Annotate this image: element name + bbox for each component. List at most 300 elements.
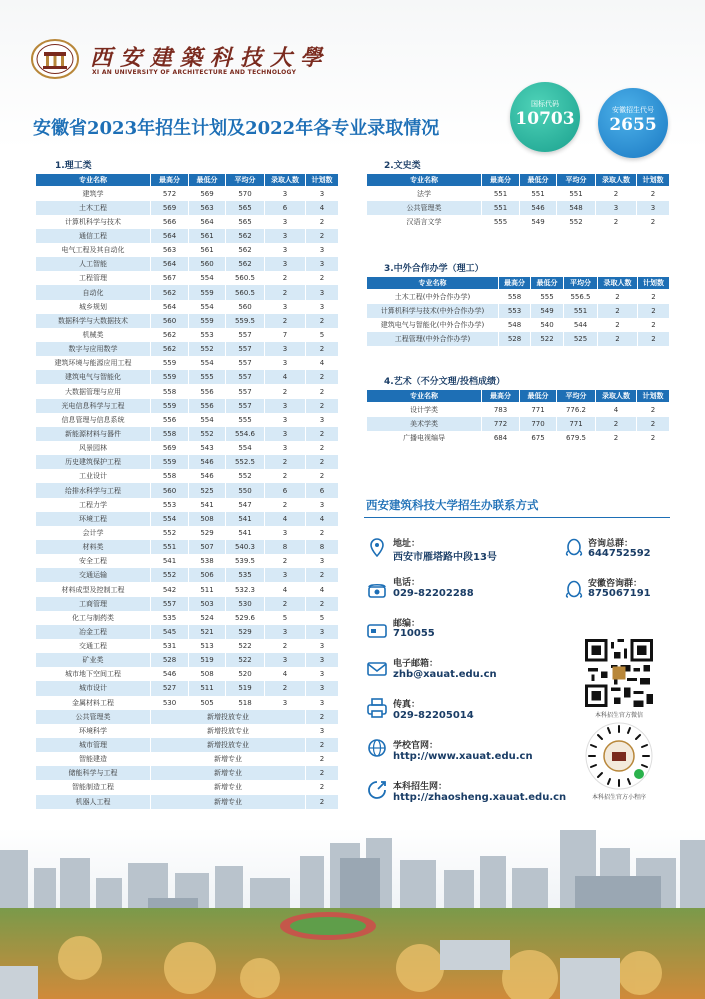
score-cell: 540.3 [226, 540, 265, 554]
major-name-cell: 工业设计 [36, 469, 151, 483]
major-name-cell: 汉语言文学 [367, 215, 482, 229]
liberal-arts-admission-table [366, 173, 670, 229]
score-cell: 531 [151, 639, 189, 653]
major-name-cell: 历史建筑保护工程 [36, 455, 151, 469]
score-cell: 560 [189, 257, 226, 271]
score-cell: 506 [189, 568, 226, 582]
score-cell: 560 [151, 483, 189, 497]
score-cell: 557 [226, 328, 265, 342]
anhui-code-badge [598, 88, 668, 158]
score-cell: 557 [151, 597, 189, 611]
score-cell: 522 [226, 653, 265, 667]
major-name-cell: 公共管理类 [36, 710, 151, 724]
score-cell: 2 [596, 215, 637, 229]
score-cell: 508 [189, 667, 226, 681]
section-title-liberal-arts: 2.文史类 [384, 161, 421, 171]
score-cell: 554 [151, 512, 189, 526]
score-cell: 2 [265, 384, 306, 398]
new-major-note-cell: 新增专业 [151, 766, 306, 780]
major-name-cell: 数字与应用数学 [36, 342, 151, 356]
score-cell: 555 [482, 215, 520, 229]
score-cell: 524 [189, 611, 226, 625]
column-header: 最低分 [189, 174, 226, 187]
major-name-cell: 城市设计 [36, 681, 151, 695]
major-name-cell: 自动化 [36, 285, 151, 299]
score-cell: 552 [189, 342, 226, 356]
score-cell: 3 [306, 257, 339, 271]
table-row [36, 427, 339, 441]
score-cell: 551 [151, 540, 189, 554]
major-name-cell: 金属材料工程 [36, 696, 151, 710]
qq-anhui-label: 安徽咨询群： [588, 579, 643, 589]
score-cell: 3 [265, 568, 306, 582]
national-code-badge [510, 82, 580, 152]
qq-main-value: 644752592 [588, 548, 651, 559]
university-name-en: XI AN UNIVERSITY OF ARCHITECTURE AND TECHNOLOGY [92, 69, 297, 76]
major-name-cell: 材料成型及控制工程 [36, 582, 151, 596]
score-cell: 2 [306, 370, 339, 384]
major-name-cell: 公共管理类 [367, 201, 482, 215]
score-cell: 6 [265, 201, 306, 215]
score-cell: 776.2 [557, 403, 596, 417]
column-header: 最高分 [482, 174, 520, 187]
globe-icon [366, 737, 388, 759]
score-cell: 3 [306, 724, 339, 738]
major-name-cell: 交通运输 [36, 568, 151, 582]
score-cell: 552 [189, 427, 226, 441]
score-cell: 2 [306, 215, 339, 229]
table-row [36, 738, 339, 752]
score-cell: 2 [598, 332, 638, 346]
score-cell: 555 [226, 413, 265, 427]
science-admission-table [35, 173, 339, 809]
score-cell: 2 [306, 526, 339, 540]
university-name-cn: 西安建築科技大學 [90, 45, 331, 71]
new-major-note-cell: 新增专业 [151, 780, 306, 794]
score-cell: 511 [189, 681, 226, 695]
score-cell: 5 [306, 328, 339, 342]
score-cell: 551 [520, 187, 557, 201]
score-cell: 546 [189, 455, 226, 469]
score-cell: 561 [189, 229, 226, 243]
major-name-cell: 人工智能 [36, 257, 151, 271]
score-cell: 5 [265, 611, 306, 625]
score-cell: 3 [306, 681, 339, 695]
joint-program-admission-table [366, 276, 670, 346]
score-cell: 4 [306, 201, 339, 215]
major-name-cell: 光电信息科学与工程 [36, 399, 151, 413]
score-cell: 556 [189, 384, 226, 398]
score-cell: 2 [306, 384, 339, 398]
score-cell: 2 [265, 285, 306, 299]
score-cell: 520 [226, 667, 265, 681]
score-cell: 3 [306, 639, 339, 653]
table-row [367, 417, 670, 431]
score-cell: 4 [265, 582, 306, 596]
score-cell: 559 [189, 314, 226, 328]
fax-label: 传真： [393, 700, 421, 710]
major-name-cell: 材料类 [36, 540, 151, 554]
anhui-code-label: 安徽招生代号 [612, 106, 654, 114]
campus-cityscape-photo [0, 828, 705, 999]
major-name-cell: 工程力学 [36, 498, 151, 512]
major-name-cell: 土木工程 [36, 201, 151, 215]
score-cell: 3 [265, 187, 306, 201]
website-link[interactable]: http://www.xauat.edu.cn [393, 751, 533, 762]
score-cell: 2 [598, 290, 638, 304]
score-cell: 548 [557, 201, 596, 215]
score-cell: 507 [189, 540, 226, 554]
score-cell: 3 [265, 526, 306, 540]
major-name-cell: 机械类 [36, 328, 151, 342]
score-cell: 552 [151, 526, 189, 540]
score-cell: 771 [557, 417, 596, 431]
score-cell: 551 [482, 187, 520, 201]
score-cell: 519 [226, 681, 265, 695]
score-cell: 4 [306, 356, 339, 370]
table-row [36, 455, 339, 469]
website-label: 学校官网： [393, 741, 439, 751]
score-cell: 522 [226, 639, 265, 653]
table-row [367, 187, 670, 201]
score-cell: 564 [189, 215, 226, 229]
score-cell: 3 [306, 498, 339, 512]
table-row [367, 431, 670, 445]
score-cell: 522 [531, 332, 564, 346]
score-cell: 525 [189, 483, 226, 497]
score-cell: 2 [306, 710, 339, 724]
score-cell: 556.5 [564, 290, 598, 304]
major-name-cell: 电气工程及其自动化 [36, 243, 151, 257]
table-row [36, 215, 339, 229]
score-cell: 2 [637, 431, 670, 445]
score-cell: 2 [306, 469, 339, 483]
score-cell: 770 [520, 417, 557, 431]
score-cell: 3 [265, 356, 306, 370]
score-cell: 561 [189, 243, 226, 257]
score-cell: 508 [189, 512, 226, 526]
score-cell: 4 [265, 370, 306, 384]
major-name-cell: 风景园林 [36, 441, 151, 455]
table-row [36, 384, 339, 398]
table-row [36, 441, 339, 455]
score-cell: 2 [265, 681, 306, 695]
phone-value[interactable]: 029-82202288 [393, 588, 474, 599]
major-name-cell: 安全工程 [36, 554, 151, 568]
score-cell: 559 [151, 370, 189, 384]
score-cell: 528 [499, 332, 531, 346]
table-row [36, 399, 339, 413]
table-row [36, 271, 339, 285]
score-cell: 547 [226, 498, 265, 512]
admission-site-icon [366, 779, 388, 801]
science-table-body [36, 187, 339, 809]
major-name-cell: 环境工程 [36, 512, 151, 526]
wechat-qr-code-icon[interactable] [585, 639, 653, 707]
score-cell: 6 [306, 483, 339, 497]
score-cell: 530 [151, 696, 189, 710]
score-cell: 3 [306, 300, 339, 314]
score-cell: 569 [189, 187, 226, 201]
table-row [36, 766, 339, 780]
mail-icon [366, 658, 388, 680]
score-cell: 540 [531, 318, 564, 332]
score-cell: 2 [638, 304, 670, 318]
score-cell: 551 [557, 187, 596, 201]
score-cell: 525 [564, 332, 598, 346]
score-cell: 554 [189, 271, 226, 285]
major-name-cell: 工商管理 [36, 597, 151, 611]
score-cell: 541 [226, 526, 265, 540]
table-row [36, 795, 339, 809]
qq-icon [563, 537, 585, 559]
score-cell: 564 [151, 229, 189, 243]
major-name-cell: 计算机科学与技术(中外合作办学) [367, 304, 499, 318]
new-major-note-cell: 新增投放专业 [151, 724, 306, 738]
score-cell: 2 [265, 498, 306, 512]
major-name-cell: 工程管理 [36, 271, 151, 285]
score-cell: 2 [306, 455, 339, 469]
joint-program-table-body [367, 290, 670, 346]
table-row [36, 582, 339, 596]
score-cell: 3 [306, 554, 339, 568]
score-cell: 532.3 [226, 582, 265, 596]
major-name-cell: 大数据管理与应用 [36, 384, 151, 398]
score-cell: 559 [151, 455, 189, 469]
table-row [36, 314, 339, 328]
table-row [36, 285, 339, 299]
score-cell: 3 [265, 342, 306, 356]
table-header-row [367, 390, 670, 403]
column-header: 计划数 [638, 277, 670, 290]
score-cell: 2 [638, 318, 670, 332]
table-row [36, 257, 339, 271]
score-cell: 562 [226, 229, 265, 243]
score-cell: 521 [189, 625, 226, 639]
score-cell: 557 [226, 370, 265, 384]
score-cell: 539.5 [226, 554, 265, 568]
telephone-icon [366, 579, 388, 601]
score-cell: 557 [226, 384, 265, 398]
postcode-icon [366, 620, 388, 642]
table-row [36, 498, 339, 512]
wechat-qr-caption: 本科招生官方微信 [594, 712, 643, 719]
score-cell: 3 [265, 441, 306, 455]
score-cell: 551 [564, 304, 598, 318]
column-header: 专业名称 [367, 390, 482, 403]
score-cell: 3 [306, 285, 339, 299]
column-header: 专业名称 [367, 277, 499, 290]
score-cell: 529 [189, 526, 226, 540]
table-row [36, 526, 339, 540]
score-cell: 558 [151, 427, 189, 441]
score-cell: 558 [151, 384, 189, 398]
score-cell: 2 [306, 229, 339, 243]
score-cell: 519 [189, 653, 226, 667]
art-table-body [367, 403, 670, 445]
score-cell: 560.5 [226, 271, 265, 285]
score-cell: 565 [226, 215, 265, 229]
table-row [36, 229, 339, 243]
score-cell: 562 [151, 342, 189, 356]
new-major-note-cell: 新增投放专业 [151, 710, 306, 724]
score-cell: 3 [306, 653, 339, 667]
contact-divider [364, 517, 670, 518]
table-row [36, 611, 339, 625]
score-cell: 562 [226, 257, 265, 271]
score-cell: 554 [189, 356, 226, 370]
major-name-cell: 建筑电气与智能化 [36, 370, 151, 384]
national-code-label: 国标代码 [531, 100, 559, 108]
score-cell: 3 [265, 229, 306, 243]
major-name-cell: 智能建造 [36, 752, 151, 766]
score-cell: 560 [226, 300, 265, 314]
score-cell: 3 [265, 215, 306, 229]
section-title-science: 1.理工类 [55, 161, 92, 171]
table-row [36, 300, 339, 314]
new-major-note-cell: 新增专业 [151, 752, 306, 766]
score-cell: 2 [265, 469, 306, 483]
score-cell: 556 [151, 413, 189, 427]
table-row [367, 201, 670, 215]
column-header: 专业名称 [367, 174, 482, 187]
score-cell: 546 [520, 201, 557, 215]
zip-value: 710055 [393, 628, 435, 639]
score-cell: 553 [189, 328, 226, 342]
column-header: 最低分 [520, 390, 557, 403]
table-row [36, 568, 339, 582]
score-cell: 4 [596, 403, 637, 417]
major-name-cell: 冶金工程 [36, 625, 151, 639]
table-row [36, 681, 339, 695]
zip-label: 邮编： [393, 619, 421, 629]
score-cell: 569 [151, 441, 189, 455]
score-cell: 4 [306, 512, 339, 526]
major-name-cell: 建筑电气与智能化(中外合作办学) [367, 318, 499, 332]
score-cell: 549 [520, 215, 557, 229]
score-cell: 2 [306, 766, 339, 780]
column-header: 最低分 [531, 277, 564, 290]
score-cell: 529.6 [226, 611, 265, 625]
score-cell: 783 [482, 403, 520, 417]
email-label: 电子邮箱： [393, 659, 439, 669]
major-name-cell: 广播电视编导 [367, 431, 482, 445]
qq-main-label: 咨询总群： [588, 539, 634, 549]
major-name-cell: 给排水科学与工程 [36, 483, 151, 497]
table-row [36, 512, 339, 526]
major-name-cell: 城乡规划 [36, 300, 151, 314]
score-cell: 565 [226, 201, 265, 215]
score-cell: 548 [499, 318, 531, 332]
table-row [36, 780, 339, 794]
score-cell: 2 [638, 290, 670, 304]
table-row [36, 201, 339, 215]
score-cell: 553 [499, 304, 531, 318]
score-cell: 8 [265, 540, 306, 554]
score-cell: 2 [265, 314, 306, 328]
table-row [36, 724, 339, 738]
table-row [36, 370, 339, 384]
score-cell: 684 [482, 431, 520, 445]
score-cell: 3 [265, 625, 306, 639]
column-header: 平均分 [564, 277, 598, 290]
score-cell: 3 [596, 201, 637, 215]
location-pin-icon [366, 537, 388, 559]
table-row [36, 469, 339, 483]
score-cell: 569 [151, 201, 189, 215]
major-name-cell: 城市管理 [36, 738, 151, 752]
score-cell: 562 [226, 243, 265, 257]
score-cell: 557 [226, 342, 265, 356]
admission-site-link[interactable]: http://zhaosheng.xauat.edu.cn [393, 792, 567, 803]
table-row [36, 413, 339, 427]
table-row [36, 187, 339, 201]
table-row [36, 696, 339, 710]
table-row [36, 752, 339, 766]
score-cell: 2 [306, 342, 339, 356]
score-cell: 2 [306, 568, 339, 582]
score-cell: 2 [306, 314, 339, 328]
column-header: 平均分 [226, 174, 265, 187]
score-cell: 2 [598, 304, 638, 318]
score-cell: 560.5 [226, 285, 265, 299]
score-cell: 2 [306, 399, 339, 413]
table-header-row [367, 277, 670, 290]
address-label: 地址： [393, 539, 421, 549]
score-cell: 542 [151, 582, 189, 596]
column-header: 最高分 [151, 174, 189, 187]
major-name-cell: 储能科学与工程 [36, 766, 151, 780]
mini-program-code-icon[interactable] [585, 722, 653, 790]
table-row [367, 318, 670, 332]
score-cell: 4 [265, 667, 306, 681]
qq-icon [563, 579, 585, 601]
score-cell: 3 [265, 696, 306, 710]
score-cell: 505 [189, 696, 226, 710]
major-name-cell: 数据科学与大数据技术 [36, 314, 151, 328]
score-cell: 559.5 [226, 314, 265, 328]
score-cell: 772 [482, 417, 520, 431]
column-header: 录取人数 [596, 390, 637, 403]
section-title-joint-program: 3.中外合作办学（理工） [384, 264, 484, 274]
column-header: 最高分 [482, 390, 520, 403]
score-cell: 2 [306, 597, 339, 611]
score-cell: 557 [226, 356, 265, 370]
table-row [36, 554, 339, 568]
score-cell: 513 [189, 639, 226, 653]
score-cell: 675 [520, 431, 557, 445]
table-row [367, 290, 670, 304]
contact-section-title: 西安建筑科技大学招生办联系方式 [366, 498, 539, 512]
score-cell: 554 [189, 413, 226, 427]
score-cell: 4 [265, 512, 306, 526]
email-value[interactable]: zhb@xauat.edu.cn [393, 669, 497, 680]
score-cell: 2 [596, 431, 637, 445]
score-cell: 2 [637, 187, 670, 201]
score-cell: 552 [226, 469, 265, 483]
score-cell: 562 [151, 328, 189, 342]
table-row [36, 710, 339, 724]
anhui-code-value: 2655 [609, 115, 657, 135]
column-header: 平均分 [557, 174, 596, 187]
score-cell: 771 [520, 403, 557, 417]
score-cell: 2 [637, 215, 670, 229]
score-cell: 3 [637, 201, 670, 215]
score-cell: 557 [226, 399, 265, 413]
admission-site-label: 本科招生网： [393, 782, 448, 792]
major-name-cell: 设计学类 [367, 403, 482, 417]
phone-label: 电话： [393, 578, 421, 588]
